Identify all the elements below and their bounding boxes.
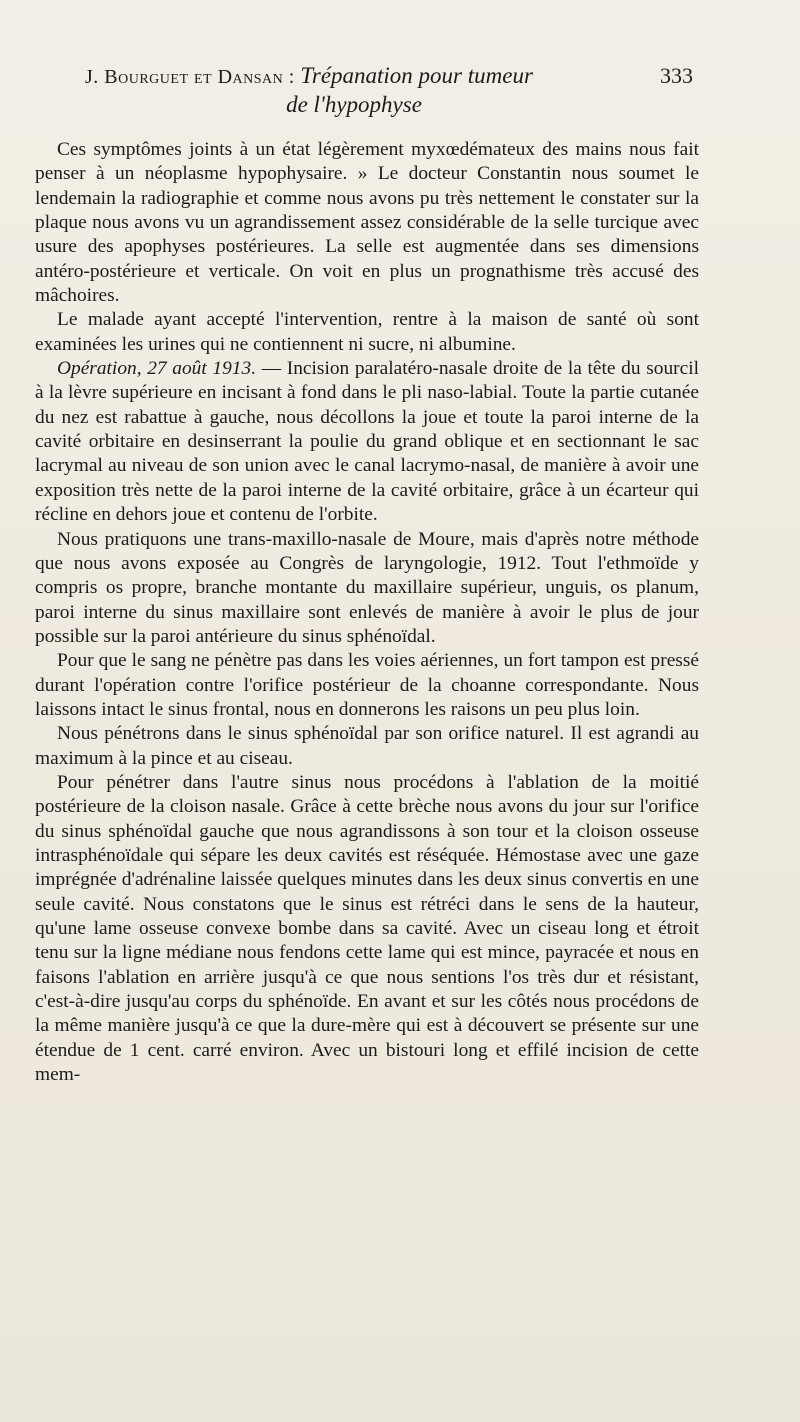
operation-date-lead: Opération, 27 août 1913. (57, 358, 257, 380)
page-number: 333 (660, 63, 693, 88)
paragraph: Ces symptômes joints à un état légèrement myxœdémateux des mains nous fait penser à un néoplasme hypophysaire. » Le docteur Constantin nous soumet le lendemain la radiographie et comme nous avons pu très nettement le constater sur la plaque nous avons vu un agrandissement assez considérable de la selle turcique avec usure des apophyses postérieures. La selle est augmentée dans ses dimensions antéro-postérieure et verticale. On voit en plus un prognathisme très accusé des mâchoires. (35, 139, 699, 307)
paragraph: Pour que le sang ne pénètre pas dans les voies aériennes, un fort tampon est pressé durant l'opération contre l'orifice postérieur de la choanne correspondante. Nous laissons intact le sinus frontal, nous en donnerons les raisons un peu plus loin. (35, 650, 699, 720)
header-title-continued: de l'hypophyse (286, 92, 422, 117)
paragraph: Le malade ayant accepté l'intervention, rentre à la maison de santé où sont examinées les urines qui ne contiennent ni sucre, ni albumine. (35, 309, 699, 355)
paragraph: Nous pratiquons une trans-maxillo-nasale de Moure, mais d'après notre méthode que nous avons exposée au Congrès de laryngologie, 1912. Tout l'ethmoïde y compris os propre, branche montante du maxillaire supérieur, unguis, os planum, paroi interne du sinus maxillaire sont enlevés de manière à avoir le plus de jour possible sur la paroi antérieure du sinus sphénoïdal. (35, 528, 699, 647)
paragraph: Nous pénétrons dans le sinus sphénoïdal par son orifice naturel. Il est agrandi au maximum à la pince et au ciseau. (35, 723, 699, 769)
paragraph: Opération, 27 août 1913. — Incision paralatéro-nasale droite de la tête du sourcil à la lèvre supérieure en incisant à fond dans le pli naso-labial. Toute la partie cutanée du nez est rabattue à gauche, nous décollons la joue et toute la paroi interne de la cavité orbitaire en desinserrant la poulie du grand oblique et en sectionnant le sac lacrymal au niveau de son union avec le canal lacrymo-nasal, de manière à avoir une exposition très nette de la paroi interne de la cavité orbitaire, grâce à un écarteur qui récline en dehors joue et contenu de l'orbite. (35, 358, 699, 526)
body-text (35, 138, 699, 1087)
header-title: Trépanation pour tumeur (300, 63, 533, 88)
header-authors: J. Bourguet et Dansan : (85, 66, 295, 88)
running-header (85, 62, 693, 119)
paragraph: Pour pénétrer dans l'autre sinus nous procédons à l'ablation de la moitié postérieure de la cloison nasale. Grâce à cette brèche nous avons du jour sur l'orifice du sinus sphénoïdal gauche que nous agrandissons à son tour et la cloison osseuse intrasphénoïdale qui sépare les deux cavités est réséquée. Hémostase avec une gaze imprégnée d'adrénaline laissée quelques minutes dans les deux sinus convertis en une seule cavité. Nous constatons que le sinus est rétréci dans le sens de la hauteur, qu'une lame osseuse convexe bombe dans sa cavité. Avec un ciseau long et étroit tenu sur la ligne médiane nous fendons cette lame qui est mince, payracée et nous en faisons l'ablation en arrière jusqu'à ce que nous sentions l'os très dur et résistant, c'est-à-dire jusqu'au corps du sphénoïde. En avant et sur les côtés nous procédons de la même manière jusqu'à ce que la dure-mère qui est à découvert se présente sur une étendue de 1 cent. carré environ. Avec un bistouri long et effilé incision de cette mem- (35, 771, 699, 1086)
